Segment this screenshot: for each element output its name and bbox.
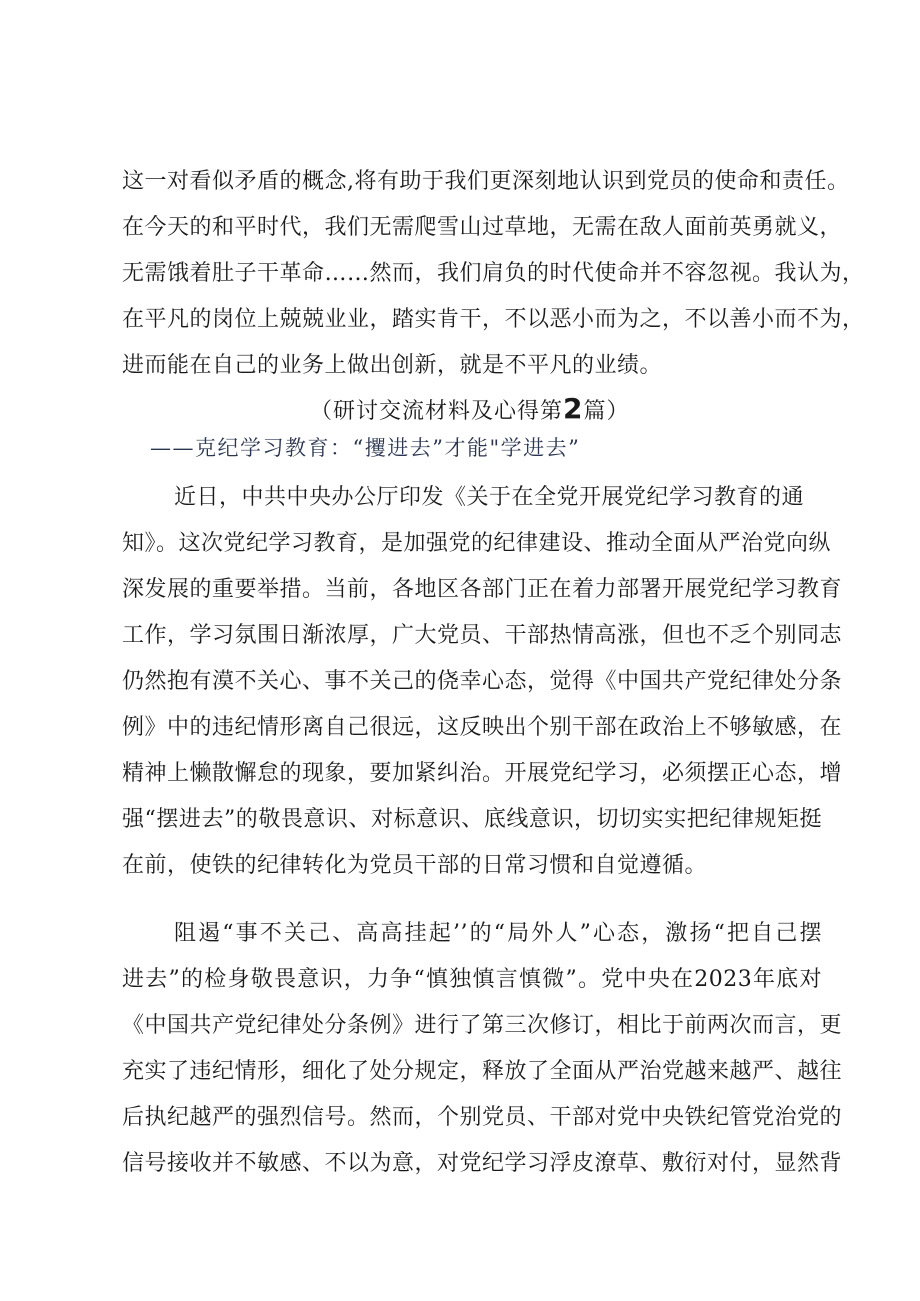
heading-number: 2 xyxy=(563,392,584,425)
heading-prefix: （研讨交流材料及心得第 xyxy=(310,399,564,424)
text-line: 强“摆进去”的敬畏意识、对标意识、底线意识，切切实实把纪律规矩挺 xyxy=(122,807,822,832)
text-line: 深发展的重要举措。当前，各地区各部门正在着力部署开展党纪学习教育 xyxy=(122,577,843,602)
text-line: 《中国共产党纪律处分条例》进行了第三次修订，相比于前两次而言，更 xyxy=(122,1013,843,1038)
text-line: 在平凡的岗位上兢兢业业，踏实肯干，不以恶小而为之，不以善小而不为， xyxy=(122,307,865,332)
text-line: 后执纪越严的强烈信号。然而，个别党员、干部对党中央铁纪管党治党的 xyxy=(122,1105,843,1130)
text-line: 信号接收并不敏感、不以为意，对党纪学习浮皮潦草、敷衍对付，显然背 xyxy=(122,1151,843,1176)
text-line: 知》。这次党纪学习教育，是加强党的纪律建设、推动全面从严治党向纵 xyxy=(122,531,832,556)
text-line: 近日，中共中央办公厅印发《关于在全党开展党纪学习教育的通 xyxy=(174,485,805,510)
text-line: 仍然抱有漠不关心、事不关己的侥幸心态，觉得《中国共产党纪律处分条 xyxy=(122,669,843,694)
text-line: 例》中的违纪情形离自己很远，这反映出个别干部在政治上不够敏感，在 xyxy=(122,715,843,740)
text-line: 在今天的和平时代，我们无需爬雪山过草地，无需在敌人面前英勇就义， xyxy=(122,215,843,240)
section-heading xyxy=(310,394,630,427)
heading-suffix: 篇） xyxy=(583,399,630,424)
text-line: 这一对看似矛盾的概念,将有助于我们更深刻地认识到党员的使命和责任。 xyxy=(122,169,850,194)
text-line: 进而能在自己的业务上做出创新，就是不平凡的业绩。 xyxy=(122,353,663,378)
text-line: 在前，使铁的纪律转化为党员干部的日常习惯和自觉遵循。 xyxy=(122,853,708,878)
section-subheading: ——克纪学习教育：“攫进去”才能"学进去” xyxy=(150,436,581,460)
text-line: 阻遏“事不关己、高高挂起’’的“局外人”心态，激扬“把自己摆 xyxy=(174,921,822,946)
text-line: 精神上懒散懈怠的现象，要加紧纠治。开展党纪学习，必须摆正心态，增 xyxy=(122,761,843,786)
text-line: 无需饿着肚子干革命……然而，我们肩负的时代使命并不容忽视。我认为， xyxy=(122,261,865,286)
text-line: 进去”的检身敬畏意识，力争“慎独慎言慎微”。党中央在2023年底对 xyxy=(122,967,822,992)
text-line: 工作，学习氛围日渐浓厚，广大党员、干部热情高涨，但也不乏个别同志 xyxy=(122,623,843,648)
text-line: 充实了违纪情形，细化了处分规定，释放了全面从严治党越来越严、越往 xyxy=(122,1059,843,1084)
